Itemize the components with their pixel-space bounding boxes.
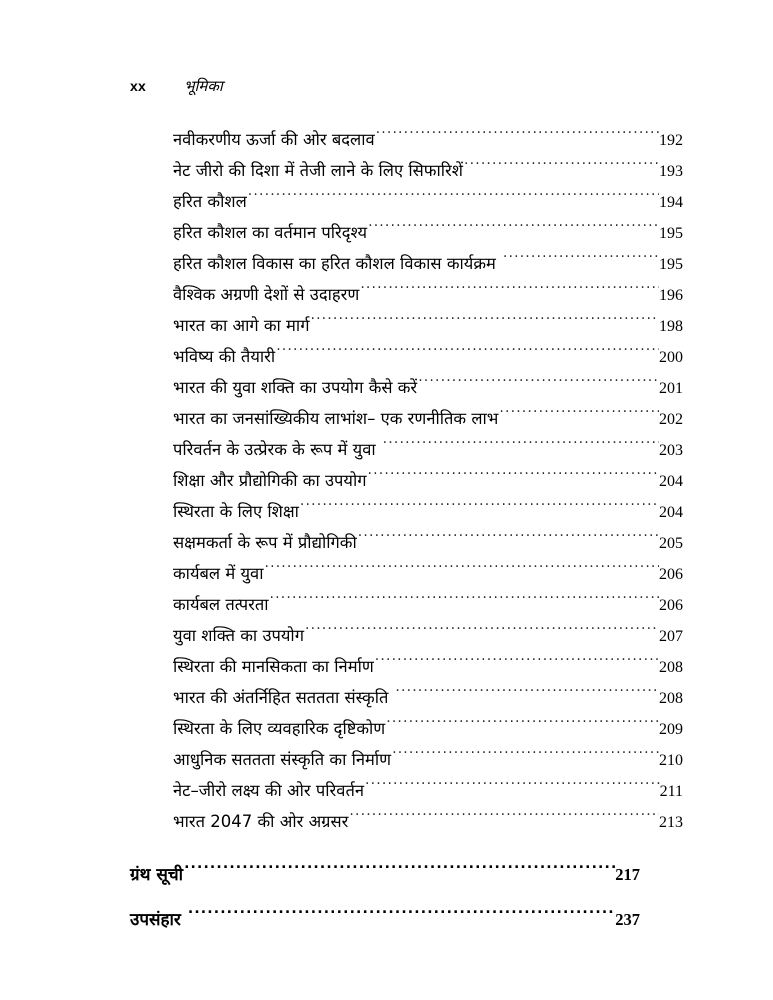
toc-entry[interactable] (130, 155, 683, 186)
toc-dot-leader (503, 253, 659, 270)
toc-entry[interactable] (130, 310, 683, 341)
toc-entry-page-number: 200 (659, 349, 683, 366)
toc-dot-leader (265, 563, 660, 580)
toc-entry-page-number: 213 (659, 814, 683, 831)
toc-entry-label: भारत 2047 की ओर अग्रसर (173, 812, 349, 831)
toc-dot-leader (365, 780, 660, 797)
toc-dot-leader (464, 160, 659, 177)
toc-entry-page-number: 196 (659, 287, 683, 304)
toc-dot-leader (305, 625, 659, 642)
toc-entry[interactable] (130, 372, 683, 403)
toc-dot-leader (310, 315, 659, 332)
toc-entry-label: वैश्विक अग्रणी देशों से उदाहरण (173, 285, 360, 304)
toc-entry[interactable] (130, 744, 683, 775)
toc-entry[interactable] (130, 589, 683, 620)
running-header (130, 76, 640, 96)
toc-entry-page-number: 195 (659, 225, 683, 242)
toc-entry-label: कार्यबल में युवा (173, 564, 264, 583)
toc-entry-page-number: 206 (659, 597, 683, 614)
toc-entry-label: भारत का आगे का मार्ग (173, 316, 310, 335)
table-of-contents (130, 124, 683, 935)
toc-entry-page-number: 192 (659, 132, 683, 149)
toc-entry-label: परिवर्तन के उत्प्रेरक के रूप में युवा (173, 440, 376, 459)
toc-entry[interactable] (130, 248, 683, 279)
section-spacer (130, 837, 640, 859)
toc-entry-label: भारत की अंतर्निहित सततता संस्कृति (173, 688, 389, 707)
toc-dot-leader (418, 377, 659, 394)
toc-entry[interactable] (130, 682, 683, 713)
toc-entry-page-number: 194 (659, 194, 683, 211)
toc-entry-page-number: 209 (659, 721, 683, 738)
toc-dot-leader (376, 129, 659, 146)
toc-entry-page-number: 204 (659, 473, 683, 490)
toc-entry-label: नेट जीरो की दिशा में तेजी लाने के लिए सिफारिशें (173, 161, 464, 180)
toc-dot-leader (392, 749, 659, 766)
toc-entry[interactable] (130, 341, 683, 372)
toc-entry[interactable] (130, 434, 683, 465)
toc-entry-label: युवा शक्ति का उपयोग (173, 626, 304, 645)
toc-dot-leader (383, 439, 659, 456)
toc-entry-label: स्थिरता के लिए व्यवहारिक दृष्टिकोण (173, 719, 386, 738)
toc-entry[interactable] (130, 279, 683, 310)
toc-entry-label: शिक्षा और प्रौद्योगिकी का उपयोग (173, 471, 367, 490)
toc-entry[interactable] (130, 806, 683, 837)
toc-dot-leader (386, 718, 659, 735)
toc-entry[interactable] (130, 904, 640, 935)
toc-entry[interactable] (130, 496, 683, 527)
page-folio-number: xx (130, 78, 146, 94)
toc-entry[interactable] (130, 558, 683, 589)
toc-dot-leader (499, 408, 659, 425)
toc-dot-leader (358, 532, 659, 549)
toc-entry-label: भारत की युवा शक्ति का उपयोग कैसे करें (173, 378, 418, 397)
toc-entry[interactable] (130, 620, 683, 651)
toc-dot-leader (248, 191, 659, 208)
toc-entry-page-number: 204 (659, 504, 683, 521)
toc-dot-leader (368, 470, 659, 487)
toc-dot-leader (360, 284, 659, 301)
toc-entry-label: नेट–जीरो लक्ष्य की ओर परिवर्तन (173, 781, 365, 800)
toc-entry[interactable] (130, 124, 683, 155)
toc-dot-leader (188, 908, 615, 925)
toc-entry-label: सक्षमकर्ता के रूप में प्रौद्योगिकी (173, 533, 357, 552)
toc-dot-leader (368, 222, 659, 239)
toc-entry-page-number: 211 (659, 783, 683, 800)
running-header-title: भूमिका (183, 77, 223, 95)
toc-dot-leader (184, 863, 615, 880)
toc-entry-page-number: 208 (659, 659, 683, 676)
toc-dot-leader (300, 501, 659, 518)
toc-dot-leader (276, 346, 659, 363)
toc-dot-leader (375, 656, 659, 673)
toc-entry-label: नवीकरणीय ऊर्जा की ओर बदलाव (173, 130, 375, 149)
toc-entry-page-number: 206 (659, 566, 683, 583)
toc-entry-label: स्थिरता की मानसिकता का निर्माण (173, 657, 374, 676)
toc-entry-page-number: 217 (615, 865, 640, 884)
toc-entry-label: ग्रंथ सूची (130, 865, 184, 885)
toc-entry-label: कार्यबल तत्परता (173, 595, 269, 614)
toc-dot-leader (270, 594, 659, 611)
toc-entry-label: हरित कौशल का वर्तमान परिदृश्य (173, 223, 368, 242)
toc-entry[interactable] (130, 713, 683, 744)
toc-entry-page-number: 207 (659, 628, 683, 645)
toc-entry-page-number: 208 (659, 690, 683, 707)
toc-entry-label: हरित कौशल (173, 192, 247, 211)
toc-entry-label: भविष्य की तैयारी (173, 347, 276, 366)
section-spacer (130, 890, 640, 904)
toc-entry[interactable] (130, 403, 683, 434)
toc-entry-label: उपसंहार (130, 910, 181, 930)
toc-entry-page-number: 205 (659, 535, 683, 552)
toc-entry-page-number: 202 (659, 411, 683, 428)
toc-entry[interactable] (130, 465, 683, 496)
toc-dot-leader (349, 811, 659, 828)
toc-entry-label: आधुनिक सततता संस्कृति का निर्माण (173, 750, 392, 769)
toc-dot-leader (395, 687, 659, 704)
toc-entry-page-number: 210 (659, 752, 683, 769)
toc-entry[interactable] (130, 527, 683, 558)
toc-entry-page-number: 193 (659, 163, 683, 180)
toc-entry[interactable] (130, 775, 683, 806)
toc-entry-label: भारत का जनसांख्यिकीय लाभांश– एक रणनीतिक लाभ (173, 409, 499, 428)
toc-entry[interactable] (130, 217, 683, 248)
toc-entry-page-number: 237 (615, 910, 640, 929)
toc-entry-page-number: 201 (659, 380, 683, 397)
toc-entry[interactable] (130, 651, 683, 682)
toc-entry-page-number: 203 (659, 442, 683, 459)
toc-entry[interactable] (130, 859, 640, 890)
toc-entry[interactable] (130, 186, 683, 217)
toc-entry-page-number: 198 (659, 318, 683, 335)
toc-entry-label: स्थिरता के लिए शिक्षा (173, 502, 299, 521)
toc-entry-label: हरित कौशल विकास का हरित कौशल विकास कार्यक्रम (173, 254, 496, 273)
toc-entry-page-number: 195 (659, 256, 683, 273)
